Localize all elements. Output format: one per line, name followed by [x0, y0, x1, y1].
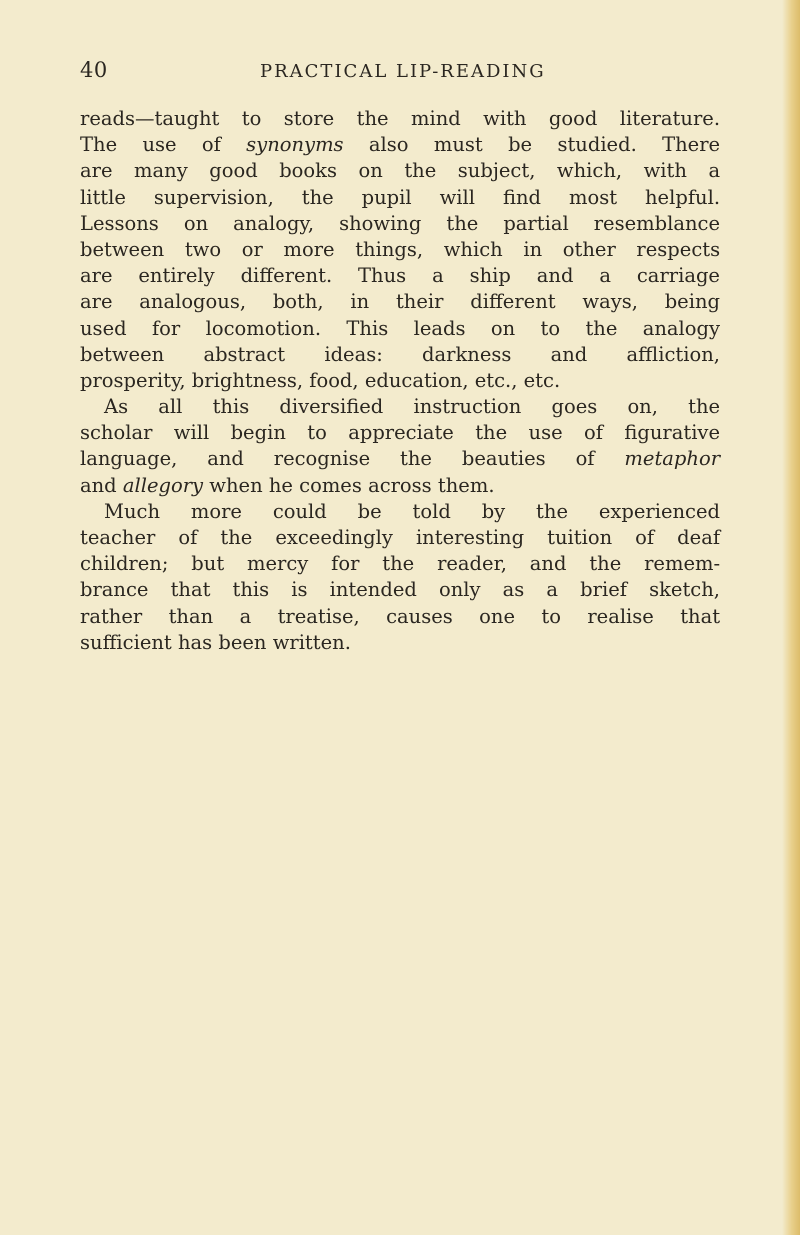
- text-line: Lessons on analogy, showing the partial resemblance: [80, 211, 720, 235]
- text-line: used for locomotion. This leads on to the analogy: [80, 316, 721, 340]
- page-number: 40: [80, 58, 108, 82]
- text-line: language, and recognise the beauties of metaphor: [80, 447, 721, 471]
- running-head: PRACTICAL LIP-READING: [260, 61, 546, 82]
- text-line: between abstract ideas: darkness and affliction,: [80, 342, 720, 366]
- text-line: brance that this is intended only as a brief sketch,: [80, 578, 720, 602]
- text-line: children; but mercy for the reader, and the remem-: [80, 552, 721, 576]
- text-line: rather than a treatise, causes one to realise that: [80, 604, 721, 628]
- text-line: are many good books on the subject, which, with a: [80, 159, 721, 183]
- text-line: prosperity, brightness, food, education, etc., etc.: [80, 368, 561, 392]
- text-line: and allegory when he comes across them.: [80, 473, 495, 497]
- text-line: scholar will begin to appreciate the use of figurative: [80, 421, 720, 445]
- text-line: The use of synonyms also must be studied. There: [80, 133, 721, 157]
- page-edge: [782, 0, 800, 1235]
- text-line: between two or more things, which in other respects: [80, 237, 721, 261]
- page-header: [80, 58, 720, 88]
- text-line: teacher of the exceedingly interesting tuition of deaf: [80, 526, 721, 549]
- text-line: little supervision, the pupil will find most helpful.: [80, 185, 721, 209]
- text-line: are entirely different. Thus a ship and a carriage: [80, 264, 720, 288]
- text-line: As all this diversified instruction goes on, the: [104, 395, 721, 419]
- body-text: [80, 106, 720, 656]
- text-line: are analogous, both, in their different ways, being: [80, 290, 720, 314]
- text-line: sufficient has been written.: [80, 630, 351, 654]
- text-line: Much more could be told by the experienced: [104, 499, 721, 523]
- text-line: reads—taught to store the mind with good literature.: [80, 107, 721, 130]
